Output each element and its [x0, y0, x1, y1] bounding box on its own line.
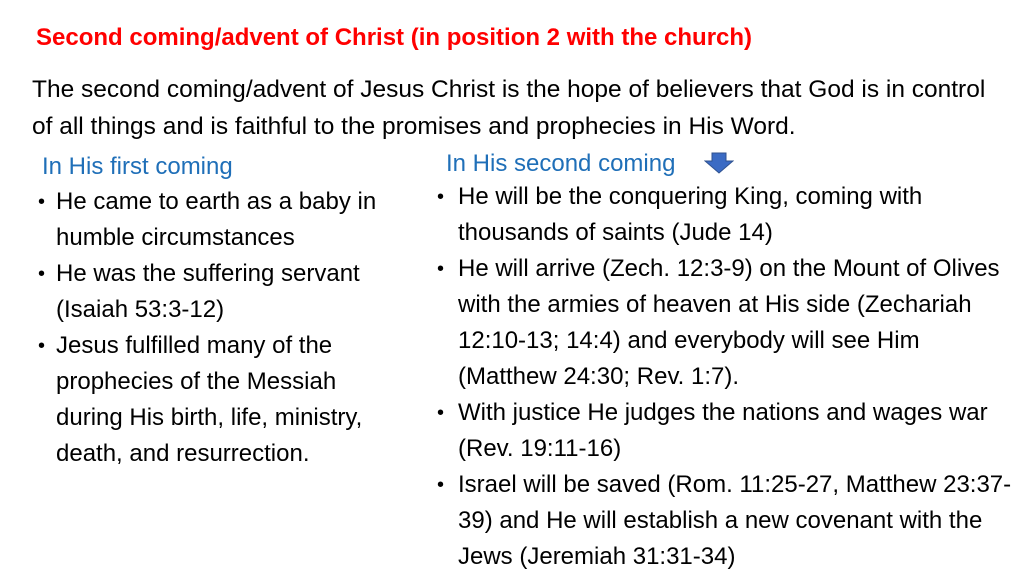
list-item: • He came to earth as a baby in humble circumstances	[38, 184, 400, 256]
list-item: • He was the suffering servant (Isaiah 53:3-12)	[38, 256, 400, 328]
intro-paragraph: The second coming/advent of Jesus Christ is the hope of believers that God is in control of all things and is faithful to the promises and prophecies in His Word.	[32, 76, 986, 140]
list-item: • With justice He judges the nations and wages war (Rev. 19:11-16)	[437, 395, 1017, 467]
list-item: • Israel will be saved (Rom. 11:25-27, Matthew 23:37-39) and He will establish a new covenant with the Jews (Jeremiah 31:31-34)	[437, 467, 1017, 575]
bullet-icon: •	[437, 258, 445, 280]
list-item: • He will be the conquering King, coming with thousands of saints (Jude 14)	[437, 179, 1017, 251]
slide-title: Second coming/advent of Christ (in position 2 with the church)	[36, 24, 753, 51]
bullet-icon: •	[38, 335, 46, 357]
first-coming-list	[38, 184, 400, 472]
list-item: • Jesus fulfilled many of the prophecies of the Messiah during His birth, life, ministry, death, and resurrection.	[38, 328, 400, 472]
first-coming-heading: In His first coming	[42, 153, 233, 180]
bullet-icon: •	[38, 191, 46, 213]
bullet-icon: •	[437, 402, 445, 424]
second-coming-list	[437, 179, 1017, 575]
list-item: • He will arrive (Zech. 12:3-9) on the Mount of Olives with the armies of heaven at His side (Zechariah 12:10-13; 14:4) and everybody will see Him (Matthew 24:30; Rev. 1:7).	[437, 251, 1017, 395]
down-arrow-icon	[704, 152, 734, 174]
bullet-icon: •	[437, 474, 445, 496]
bullet-icon: •	[437, 186, 445, 208]
bullet-icon: •	[38, 263, 46, 285]
second-coming-heading: In His second coming	[446, 150, 676, 177]
